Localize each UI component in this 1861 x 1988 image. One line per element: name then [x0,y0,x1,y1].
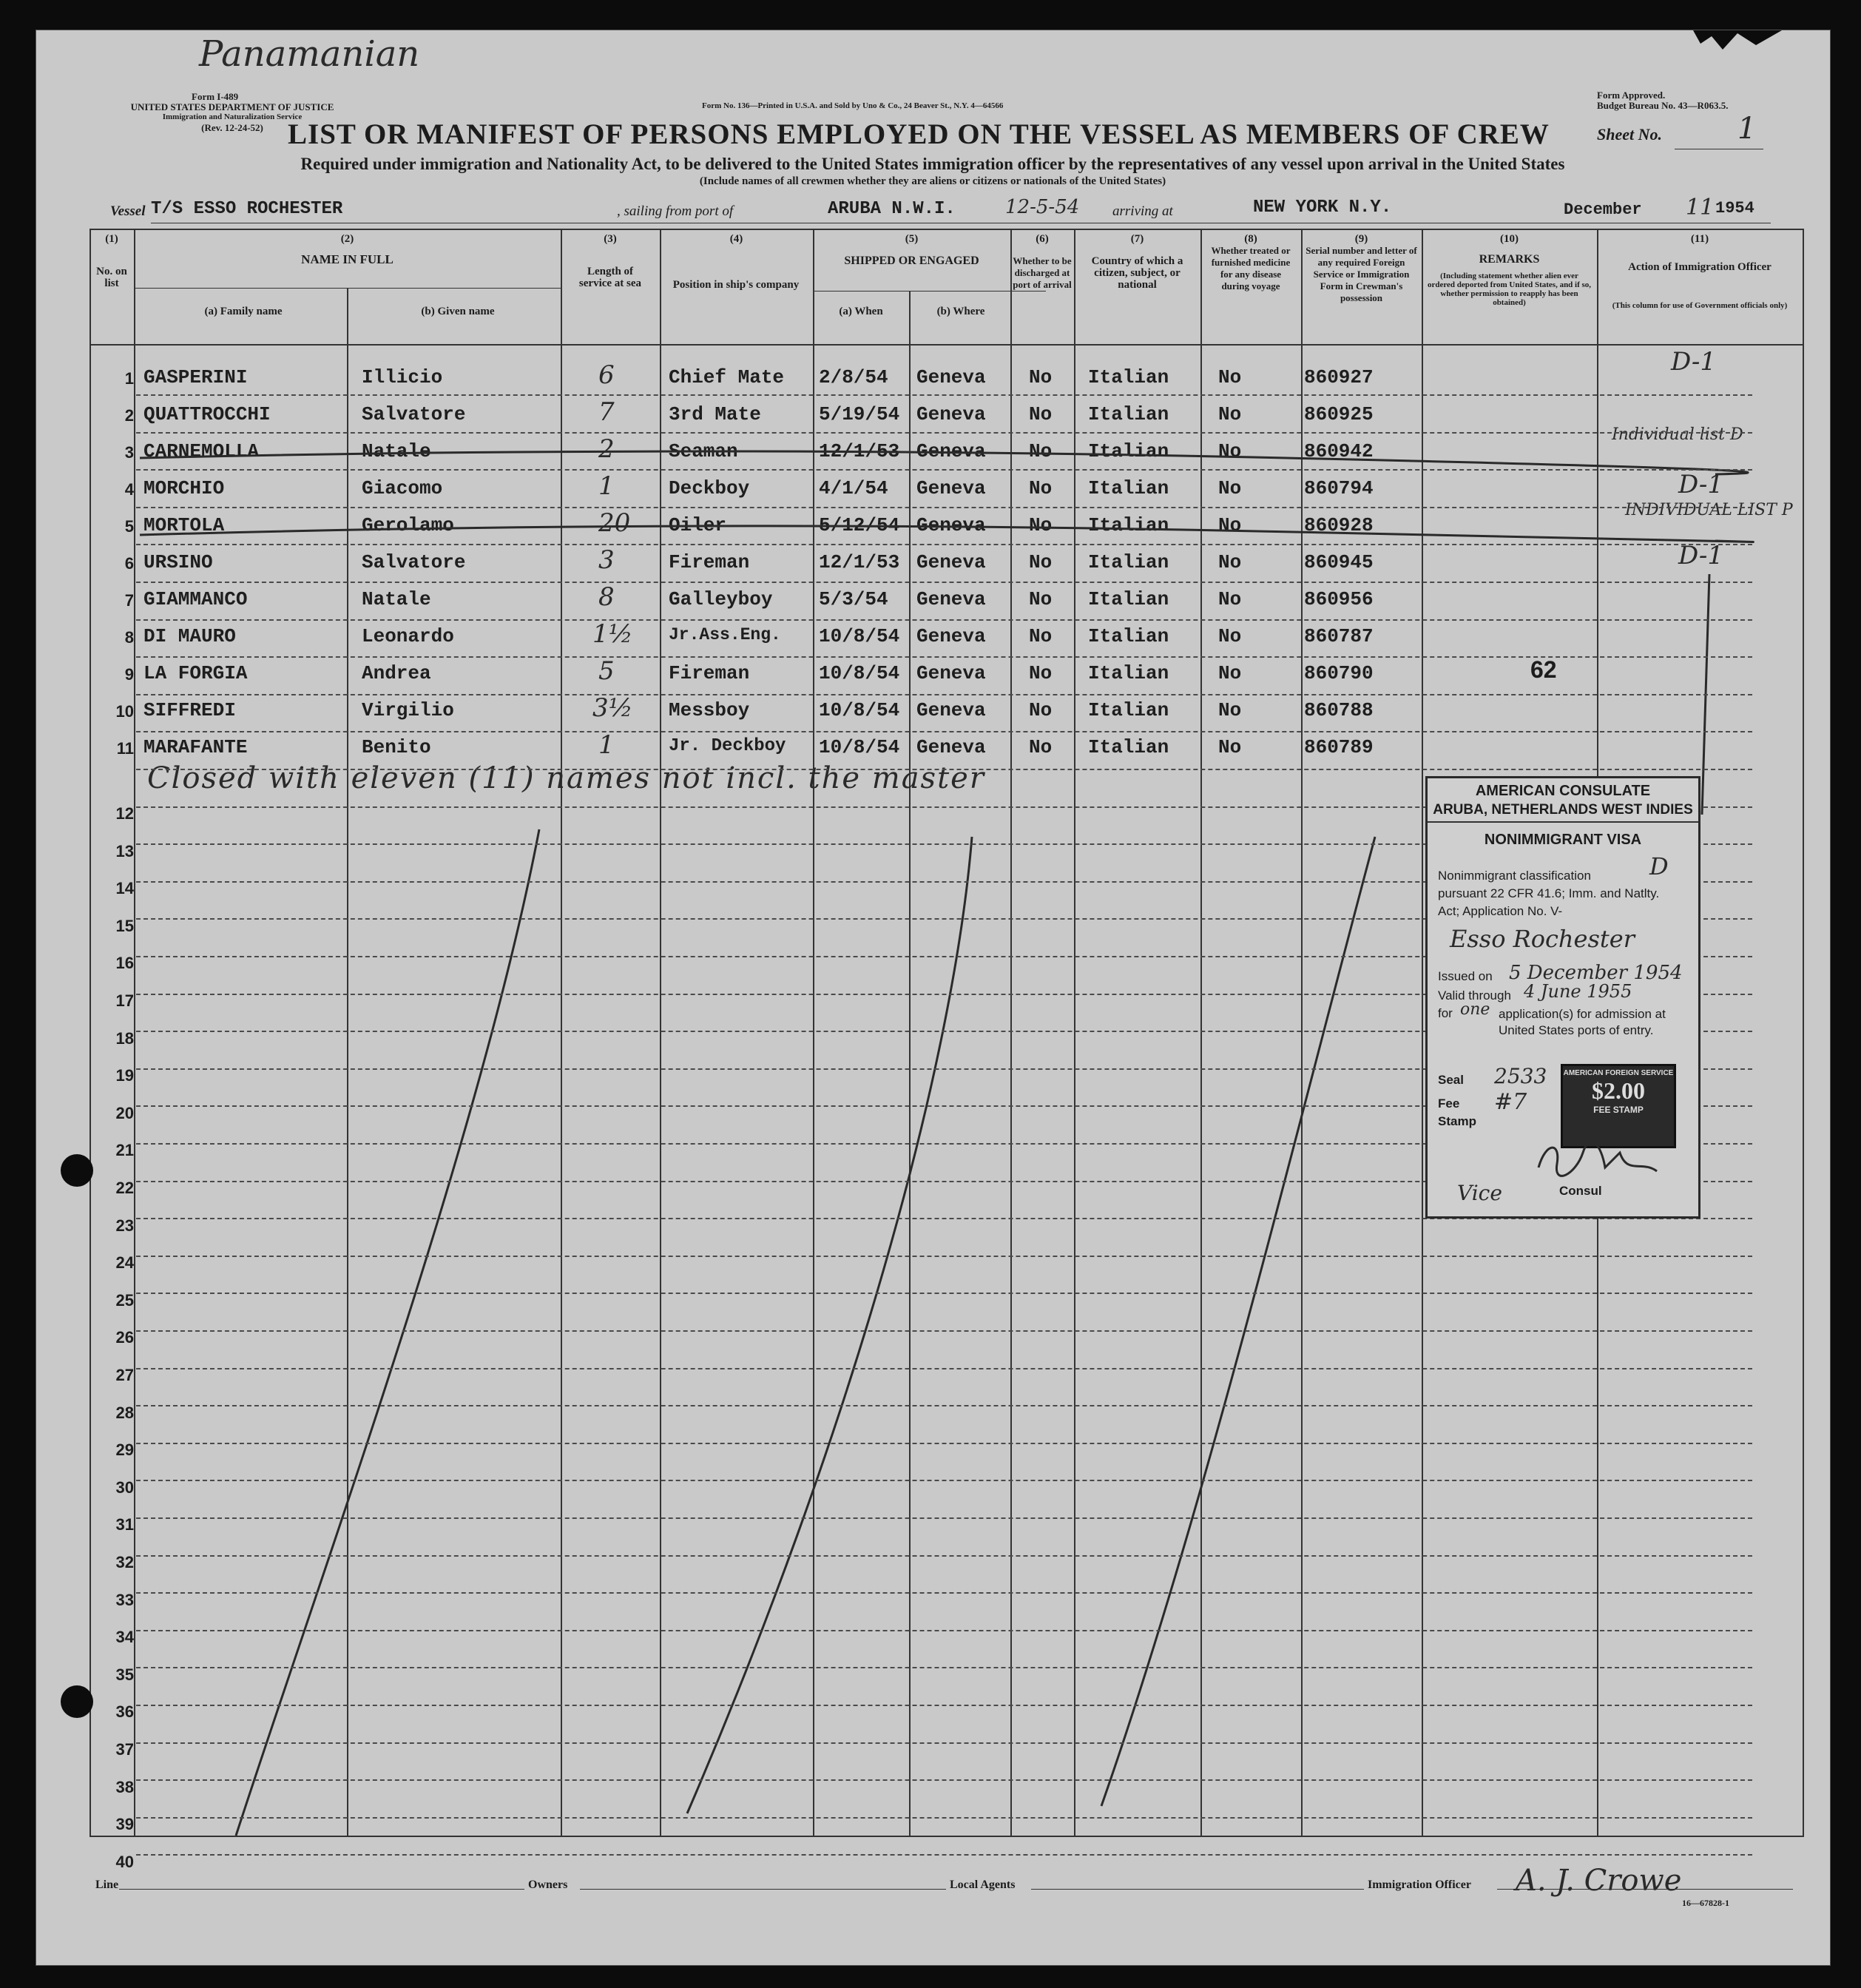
stamp-location: ARUBA, NETHERLANDS WEST INDIES [1433,802,1693,818]
footer-agents-rule [1031,1889,1364,1890]
stamp-seal-number: 2533 [1494,1064,1547,1088]
serial-number: 860794 [1304,477,1374,499]
col7-number: (7) [1130,233,1144,245]
row-number: 12 [115,804,134,823]
row-rule [136,1330,1752,1332]
row-rule [136,1256,1752,1257]
form-number: Form I-489 [192,91,239,102]
printer-line: Form No. 136—Printed in U.S.A. and Sold by Uno & Co., 24 Beaver St., N.Y. 4—64566 [702,101,1004,110]
position: Jr. Deckboy [669,736,786,756]
row-number: 30 [115,1477,134,1497]
stamp-seal-label: Seal [1438,1073,1464,1087]
row-number: 36 [115,1702,134,1722]
family-name: MORCHIO [143,477,225,499]
row-number: 26 [115,1328,134,1347]
position: Deckboy [669,477,750,499]
row-rule [136,619,1752,621]
stamp-issued-date: 5 December 1954 [1509,962,1683,984]
given-name: Illicio [362,366,443,388]
shipped-where: Geneva [916,477,986,499]
strike-row-3 [140,451,1748,474]
torn-corner [1693,30,1782,50]
service-length: 1 [598,471,615,501]
row-number: 11 [116,739,134,758]
void-line-1 [236,829,539,1836]
discharged: No [1029,514,1053,536]
medicine: No [1218,440,1242,462]
row-rule [136,507,1752,508]
row-number: 10 [115,702,134,721]
discharged: No [1029,662,1053,684]
family-name: MARAFANTE [143,736,248,758]
row-number: 15 [115,916,134,935]
col2-number: (2) [340,233,354,245]
consul-title: Vice [1457,1181,1502,1205]
row-rule [136,1293,1752,1294]
officer-action: INDIVIDUAL LIST P [1625,501,1793,519]
col6-number: (6) [1036,233,1049,245]
row-number: 7 [124,591,134,610]
row-number: 29 [115,1441,134,1460]
row-number: 14 [115,879,134,898]
row-rule [136,469,1752,471]
department-line-2: Immigration and Naturalization Service [162,112,303,121]
family-name: GASPERINI [143,366,248,388]
shipped-when: 5/3/54 [819,588,888,610]
strike-row-5 [140,526,1753,542]
serial-number: 860789 [1304,736,1374,758]
row-rule [136,1667,1752,1668]
family-name: QUATTROCCHI [143,403,271,425]
stamp-visa-type: NONIMMIGRANT VISA [1484,832,1642,848]
row-rule [136,656,1752,658]
subtitle-note: (Include names of all crewmen whether they are aliens or citizens or nationals of the United States) [699,175,1166,187]
family-name: DI MAURO [143,625,236,647]
departure-port: ARUBA N.W.I. [828,199,956,219]
row-number: 34 [115,1628,134,1647]
punch-hole [61,1154,93,1187]
serial-number: 860925 [1304,403,1374,425]
family-name: URSINO [143,551,213,573]
medicine: No [1218,736,1242,758]
serial-number: 860790 [1304,662,1374,684]
position: 3rd Mate [669,403,761,425]
stamp-fee-number: #7 [1494,1089,1527,1115]
col7-header: Country of which a citizen, subject, or national [1091,255,1183,291]
medicine: No [1218,366,1242,388]
medicine: No [1218,551,1242,573]
stamp-application-text: application(s) for admission at United States ports of entry. [1499,1007,1666,1037]
country: Italian [1088,366,1169,388]
row-rule [136,394,1752,396]
fee-stamp-top: AMERICAN FOREIGN SERVICE [1563,1069,1674,1077]
footer-agents-label: Local Agents [950,1879,1016,1891]
service-length: 2 [598,434,615,464]
row-number: 19 [115,1066,134,1085]
row-rule [136,1705,1752,1706]
arrival-month: December [1564,201,1642,219]
row-number: 40 [115,1852,134,1871]
row-number: 28 [115,1403,134,1422]
discharged: No [1029,366,1053,388]
serial-number: 860787 [1304,625,1374,647]
row-rule [136,1368,1752,1369]
officer-action: Individual list D [1612,425,1743,444]
stamp-for-value: one [1460,1000,1490,1019]
shipped-where: Geneva [916,736,986,758]
stamp-issued-label: Issued on [1438,969,1493,983]
row-rule [136,1630,1752,1631]
position: Fireman [669,551,750,573]
row-rule [136,1517,1752,1519]
family-name: CARNEMOLLA [143,440,260,462]
remarks-number: 62 [1530,656,1557,683]
row-number: 37 [115,1740,134,1759]
row-rule [136,1742,1752,1744]
country: Italian [1088,551,1169,573]
fee-stamp-bottom: FEE STAMP [1593,1105,1644,1115]
shipped-where: Geneva [916,514,986,536]
given-name: Gerolamo [362,514,454,536]
given-name: Leonardo [362,625,454,647]
row-number: 32 [115,1553,134,1571]
service-length: 1 [598,730,615,760]
row-rule [136,1443,1752,1444]
row-number: 23 [115,1216,134,1235]
manifest-sheet [36,30,1831,1966]
service-length: 20 [598,508,631,538]
row-number: 13 [115,841,134,860]
sheet-number: 1 [1737,112,1757,146]
row-number: 17 [115,991,134,1010]
medicine: No [1218,662,1242,684]
row-number: 5 [124,517,134,536]
discharged: No [1029,403,1053,425]
col4-header: Position in ship's company [672,279,800,291]
serial-number: 860927 [1304,366,1374,388]
footer-owners-rule [580,1889,946,1890]
service-length: 6 [598,360,615,390]
department-line-1: UNITED STATES DEPARTMENT OF JUSTICE [130,101,334,112]
family-name: MORTOLA [143,514,225,536]
row-rule [136,582,1752,583]
officer-action: D-1 [1678,541,1724,570]
medicine: No [1218,403,1242,425]
officer-action: D-1 [1671,347,1717,377]
shipped-when: 5/12/54 [819,514,900,536]
medicine: No [1218,699,1242,721]
row-number: 39 [115,1815,134,1834]
row-rule [136,1854,1752,1856]
shipped-where: Geneva [916,440,986,462]
col9-number: (9) [1354,233,1368,245]
position: Seaman [669,440,738,462]
country: Italian [1088,514,1169,536]
shipped-when: 10/8/54 [819,699,900,721]
family-name: SIFFREDI [143,699,236,721]
col2-header: NAME IN FULL [301,252,394,266]
stamp-vessel-handwriting: Esso Rochester [1450,925,1635,953]
given-name: Salvatore [362,403,466,425]
row-rule [136,544,1752,545]
country: Italian [1088,440,1169,462]
service-length: 7 [598,397,615,427]
col8-number: (8) [1244,233,1257,245]
consul-signature [1531,1138,1679,1182]
given-name: Salvatore [362,551,466,573]
officer-signature: A. J. Crowe [1516,1864,1682,1898]
shipped-when: 10/8/54 [819,736,900,758]
shipped-where: Geneva [916,625,986,647]
col9-header: Serial number and letter of any required Foreign Service or Immigration Form in Crewman's possession [1306,245,1417,303]
given-name: Natale [362,440,431,462]
form-approved: Form Approved. [1597,90,1666,101]
col3-header: Length of service at sea [578,266,642,289]
row-rule [136,1779,1752,1781]
discharged: No [1029,699,1053,721]
footer-line-label: Line [95,1879,119,1891]
shipped-when: 12/1/53 [819,551,900,573]
col11-subheader: (This column for use of Government officials only) [1612,301,1788,310]
col11-header: Action of Immigration Officer [1628,261,1772,273]
col5a-header: (a) When [839,306,883,317]
officer-action: D-1 [1678,470,1724,499]
col8-header: Whether treated or furnished medicine for any disease during voyage [1211,245,1291,292]
stamp-consulate: AMERICAN CONSULATE [1475,783,1651,799]
shipped-when: 2/8/54 [819,366,888,388]
row-rule [136,1555,1752,1557]
discharged: No [1029,551,1053,573]
medicine: No [1218,514,1242,536]
row-number: 33 [115,1590,134,1609]
row-rule [136,694,1752,695]
position: Oiler [669,514,727,536]
service-length: 1½ [592,619,633,649]
row-rule [136,769,1752,770]
shipped-where: Geneva [916,551,986,573]
row-number: 31 [115,1515,134,1534]
row-number: 4 [124,480,134,499]
row-rule [136,1480,1752,1481]
destination-port: NEW YORK N.Y. [1253,198,1392,218]
shipped-where: Geneva [916,699,986,721]
stamp-valid-label: Valid through [1438,988,1511,1003]
family-name: GIAMMANCO [143,588,248,610]
medicine: No [1218,588,1242,610]
consulate-visa-stamp [1425,776,1700,1219]
col2a-header: (a) Family name [204,306,283,317]
row-number: 18 [115,1028,134,1048]
row-number: 25 [115,1290,134,1310]
col11-number: (11) [1690,233,1709,245]
stamp-class-line-3: Act; Application No. V- [1438,904,1563,918]
consul-label: Consul [1559,1184,1602,1198]
col1-header: No. on list [96,266,127,289]
position: Galleyboy [669,588,773,610]
shipped-when: 12/1/53 [819,440,900,462]
row-rule [136,1592,1752,1594]
col1-number: (1) [105,233,118,245]
serial-number: 860942 [1304,440,1374,462]
service-length: 3 [598,545,615,575]
country: Italian [1088,588,1169,610]
row-rule [136,1817,1752,1819]
position: Jr.Ass.Eng. [669,625,781,644]
col10-header: REMARKS [1479,253,1540,266]
stamp-rule [1428,821,1698,823]
stamp-fee-label: Fee Stamp [1438,1096,1476,1128]
service-length: 8 [598,582,615,612]
vessel-label: Vessel [110,203,146,219]
stamp-valid-date: 4 June 1955 [1524,981,1632,1002]
discharged: No [1029,477,1053,499]
stamp-class-value: D [1649,852,1669,880]
row-number: 21 [115,1141,134,1160]
col5-header: SHIPPED OR ENGAGED [844,255,979,267]
given-name: Virgilio [362,699,454,721]
departure-date-hand: 12-5-54 [1005,196,1080,218]
country: Italian [1088,477,1169,499]
subtitle: Required under immigration and Nationality Act, to be delivered to the United States immigration officer by the representatives of any vessel upon arrival in the United States [300,155,1565,173]
row-number: 22 [115,1179,134,1197]
position: Chief Mate [669,366,785,388]
closing-note: Closed with eleven (11) names not incl. the master [147,761,985,795]
service-length: 5 [598,656,615,686]
shipped-when: 4/1/54 [819,477,888,499]
top-handwritten-note: Panamanian [199,33,420,75]
col6-header: Whether to be discharged at port of arrival [1013,255,1072,290]
row-rule [136,731,1752,732]
medicine: No [1218,625,1242,647]
discharged: No [1029,440,1053,462]
family-name: LA FORGIA [143,662,248,684]
row-number: 35 [115,1665,134,1684]
arrival-day: 11 [1686,195,1715,220]
col10-number: (10) [1500,233,1519,245]
row-rule [136,432,1752,434]
given-name: Benito [362,736,431,758]
shipped-when: 10/8/54 [819,662,900,684]
shipped-where: Geneva [916,403,986,425]
arriving-label: arriving at [1112,203,1173,219]
sheet-label: Sheet No. [1597,125,1662,144]
shipped-where: Geneva [916,366,986,388]
row-number: 6 [124,554,134,573]
page-title: LIST OR MANIFEST OF PERSONS EMPLOYED ON THE VESSEL AS MEMBERS OF CREW [288,118,1550,150]
punch-hole [61,1685,93,1718]
row-number: 24 [115,1253,134,1273]
footer-officer-label: Immigration Officer [1368,1879,1471,1891]
col10-subheader: (Including statement whether alien ever ordered deported from United States, and if so, whether permission to reapply has been obtained) [1427,272,1592,307]
void-line-3 [1101,837,1375,1806]
given-name: Giacomo [362,477,443,499]
budget-bureau: Budget Bureau No. 43—R063.5. [1597,100,1729,111]
col3-number: (3) [604,233,617,245]
sailing-label: , sailing from port of [617,203,734,219]
given-name: Natale [362,588,431,610]
country: Italian [1088,699,1169,721]
row-number: 2 [124,406,134,425]
country: Italian [1088,736,1169,758]
footer-form-code: 16—67828-1 [1682,1898,1729,1908]
shipped-when: 5/19/54 [819,403,900,425]
position: Messboy [669,699,750,721]
stamp-class-line-2: pursuant 22 CFR 41.6; Imm. and Natlty. [1438,886,1660,900]
position: Fireman [669,662,750,684]
stamp-for-label: for [1438,1006,1453,1020]
fee-stamp [1561,1064,1676,1148]
revision-date: (Rev. 12-24-52) [201,122,263,133]
row-number: 8 [124,628,134,647]
discharged: No [1029,588,1053,610]
row-number: 27 [115,1366,134,1384]
serial-number: 860945 [1304,551,1374,573]
col4-number: (4) [729,233,743,245]
country: Italian [1088,403,1169,425]
country: Italian [1088,662,1169,684]
col5-number: (5) [905,233,919,245]
arrival-year: 1954 [1715,199,1754,218]
given-name: Andrea [362,662,431,684]
row-number: 9 [124,665,134,684]
col5b-header: (b) Where [936,306,985,317]
row-number: 3 [124,443,134,462]
row-number: 1 [124,369,134,388]
row-rule [136,1405,1752,1406]
row-number: 38 [115,1777,134,1796]
discharged: No [1029,625,1053,647]
shipped-where: Geneva [916,588,986,610]
row-number: 20 [115,1103,134,1122]
medicine: No [1218,477,1242,499]
service-length: 3½ [592,693,633,723]
footer-owners-label: Owners [528,1879,568,1891]
country: Italian [1088,625,1169,647]
row-number: 16 [115,954,134,973]
footer-line-rule [119,1889,524,1890]
fee-stamp-value: $2.00 [1592,1077,1645,1104]
shipped-where: Geneva [916,662,986,684]
serial-number: 860788 [1304,699,1374,721]
discharged: No [1029,736,1053,758]
vessel-name: T/S ESSO ROCHESTER [151,199,343,219]
col2b-header: (b) Given name [421,306,495,317]
serial-number: 860928 [1304,514,1374,536]
serial-number: 860956 [1304,588,1374,610]
stamp-class-line-1: Nonimmigrant classification [1438,869,1591,883]
shipped-when: 10/8/54 [819,625,900,647]
